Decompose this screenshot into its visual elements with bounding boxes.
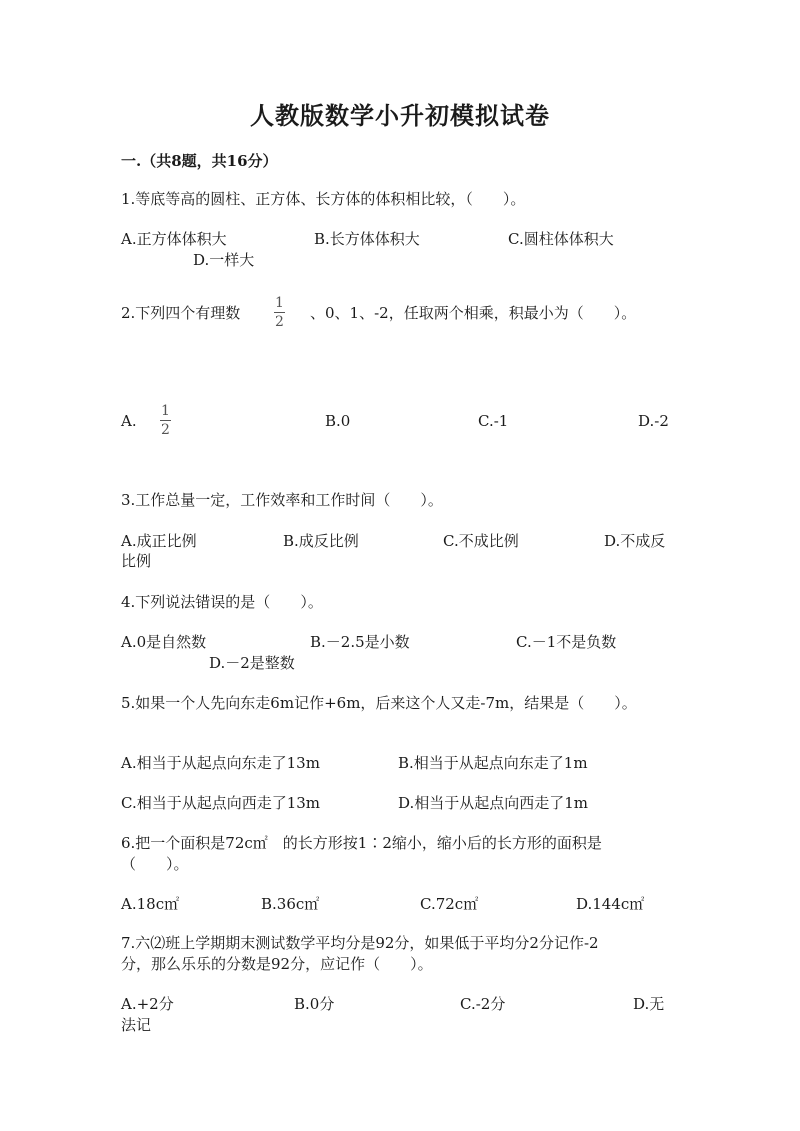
question-6-option-d: D.144c㎡	[576, 895, 645, 913]
question-7-option-d-wrap: 法记	[121, 1016, 152, 1034]
fraction-one-half	[160, 404, 171, 437]
question-7-stem-wrap: 分，那么乐乐的分数是92分，应记作（ ）。	[121, 955, 433, 973]
fraction-numerator: 1	[161, 403, 170, 419]
question-7-stem: 7.六⑵班上学期期末测试数学平均分是92分，如果低于平均分2分记作-2	[121, 934, 599, 952]
question-3-option-b: B.成反比例	[283, 532, 359, 550]
question-4-option-b: B.－2.5是小数	[310, 633, 410, 651]
question-7-option-a: A.+2分	[121, 995, 174, 1013]
question-2-option-c: C.-1	[478, 412, 509, 430]
fraction-bar	[160, 420, 171, 421]
question-2-option-a: A.	[121, 412, 137, 430]
question-5-option-a: A.相当于从起点向东走了13m	[121, 754, 320, 772]
question-7-option-d: D.无	[633, 995, 665, 1013]
question-5-option-c: C.相当于从起点向西走了13m	[121, 794, 321, 812]
question-1-stem: 1.等底等高的圆柱、正方体、长方体的体积相比较，（ ）。	[121, 190, 526, 208]
question-5-stem: 5.如果一个人先向东走6m记作+6m，后来这个人又走-7m，结果是（ ）。	[121, 694, 637, 712]
question-6-stem-wrap: （ ）。	[121, 855, 189, 873]
question-5-option-b: B.相当于从起点向东走了1m	[398, 754, 588, 772]
fraction-bar	[274, 312, 285, 313]
section-heading: 一.（共8题，共16分）	[121, 152, 278, 170]
question-4-option-a: A.0是自然数	[121, 633, 207, 651]
question-6-option-b: B.36c㎡	[261, 895, 320, 913]
question-7-option-b: B.0分	[294, 995, 335, 1013]
question-6-stem: 6.把一个面积是72c㎡ 的长方形按1∶2缩小，缩小后的长方形的面积是	[121, 834, 602, 852]
question-4-option-c: C.－1不是负数	[516, 633, 617, 651]
question-1-option-c: C.圆柱体体积大	[508, 230, 614, 248]
question-4-stem: 4.下列说法错误的是（ ）。	[121, 593, 323, 611]
question-2-stem-end: 、0、1、-2，任取两个相乘，积最小为（ ）。	[310, 304, 637, 322]
question-3-stem: 3.工作总量一定，工作效率和工作时间（ ）。	[121, 491, 443, 509]
fraction-denominator: 2	[275, 314, 284, 330]
question-3-option-c: C.不成比例	[443, 532, 519, 550]
question-1-option-b: B.长方体体积大	[314, 230, 420, 248]
question-3-option-d-wrap: 比例	[121, 552, 152, 570]
question-1-option-a: A.正方体体积大	[121, 230, 227, 248]
page-title: 人教版数学小升初模拟试卷	[250, 101, 550, 130]
question-2-option-b: B.0	[325, 412, 351, 430]
question-1-option-d: D.一样大	[193, 251, 255, 269]
question-3-option-d: D.不成反	[604, 532, 666, 550]
fraction-denominator: 2	[161, 422, 170, 438]
question-6-option-c: C.72c㎡	[420, 895, 479, 913]
question-3-option-a: A.成正比例	[121, 532, 197, 550]
fraction-one-half	[274, 296, 285, 329]
question-2-option-d: D.-2	[638, 412, 669, 430]
question-6-option-a: A.18c㎡	[121, 895, 180, 913]
question-2-stem-start: 2.下列四个有理数	[121, 304, 241, 322]
question-5-option-d: D.相当于从起点向西走了1m	[398, 794, 589, 812]
fraction-numerator: 1	[275, 295, 284, 311]
question-4-option-d: D.－2是整数	[209, 654, 295, 672]
question-7-option-c: C.-2分	[460, 995, 506, 1013]
